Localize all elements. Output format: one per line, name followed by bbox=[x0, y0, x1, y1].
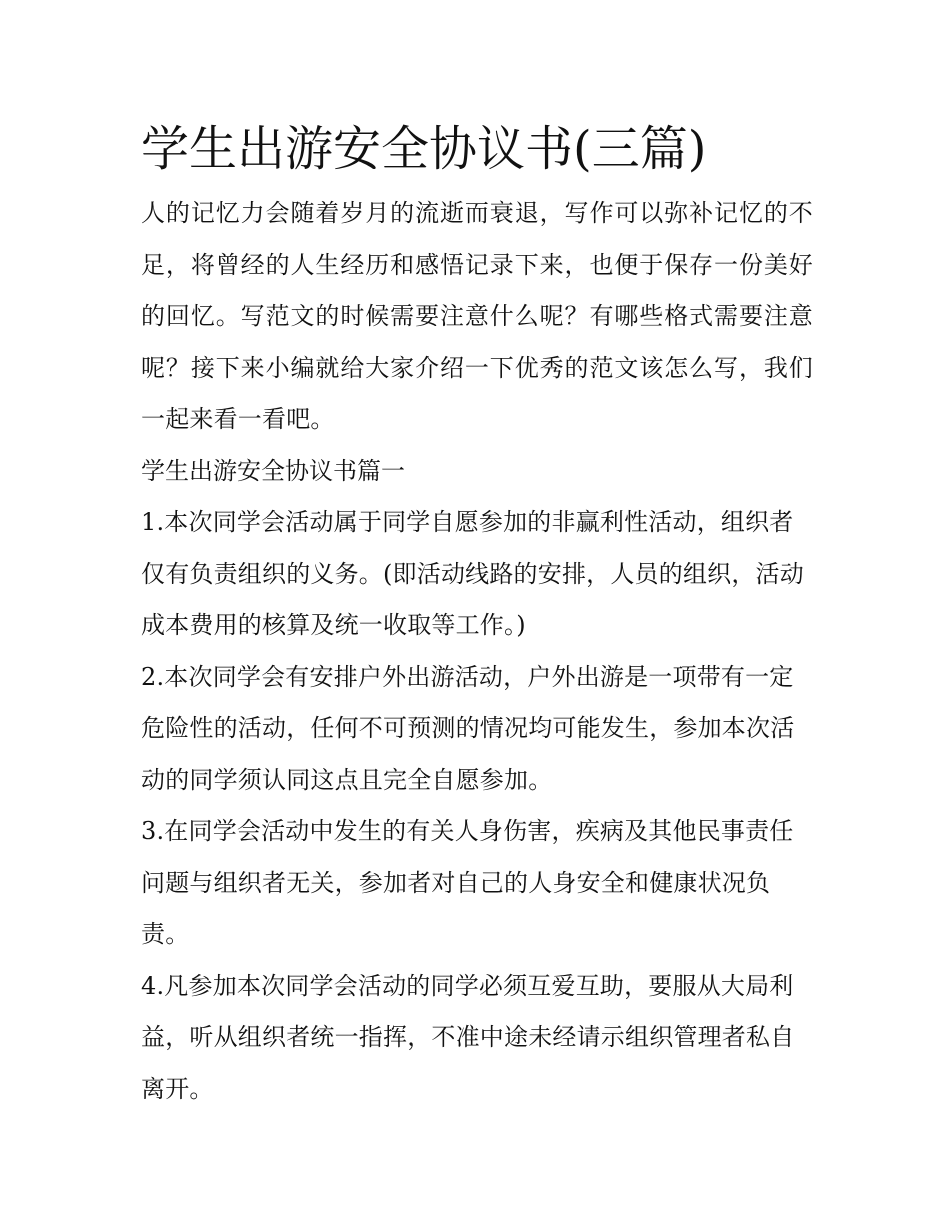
document-page bbox=[141, 112, 813, 1115]
list-item: 4.凡参加本次同学会活动的同学必须互爱互助，要服从大局利益，听从组织者统一指挥，不准中途未经请示组织管理者私自离开。 bbox=[141, 971, 795, 1103]
list-item: 3.在同学会活动中发生的有关人身伤害，疾病及其他民事责任问题与组织者无关，参加者对自己的人身安全和健康状况负责。 bbox=[141, 817, 794, 948]
list-item: 2.本次同学会有安排户外出游活动，户外出游是一项带有一定危险性的活动，任何不可预测的情况均可能发生，参加本次活动的同学须认同这点且完全自愿参加。 bbox=[141, 662, 795, 794]
document-title: 学生出游安全协议书(三篇) bbox=[141, 121, 707, 177]
intro-paragraph: 人的记忆力会随着岁月的流逝而衰退，写作可以弥补记忆的不足，将曾经的人生经历和感悟记录下来，也便于保存一份美好的回忆。写范文的时候需要注意什么呢？有哪些格式需要注意呢？接下来小编就给大家介绍一下优秀的范文该怎么写，我们一起来看一看吧。 bbox=[141, 199, 813, 433]
list-item: 1.本次同学会活动属于同学自愿参加的非赢利性活动，组织者仅有负责组织的义务。(即活动线路的安排，人员的组织，活动成本费用的核算及统一收取等工作。) bbox=[141, 508, 804, 639]
section-heading: 学生出游安全协议书篇一 bbox=[141, 456, 405, 485]
